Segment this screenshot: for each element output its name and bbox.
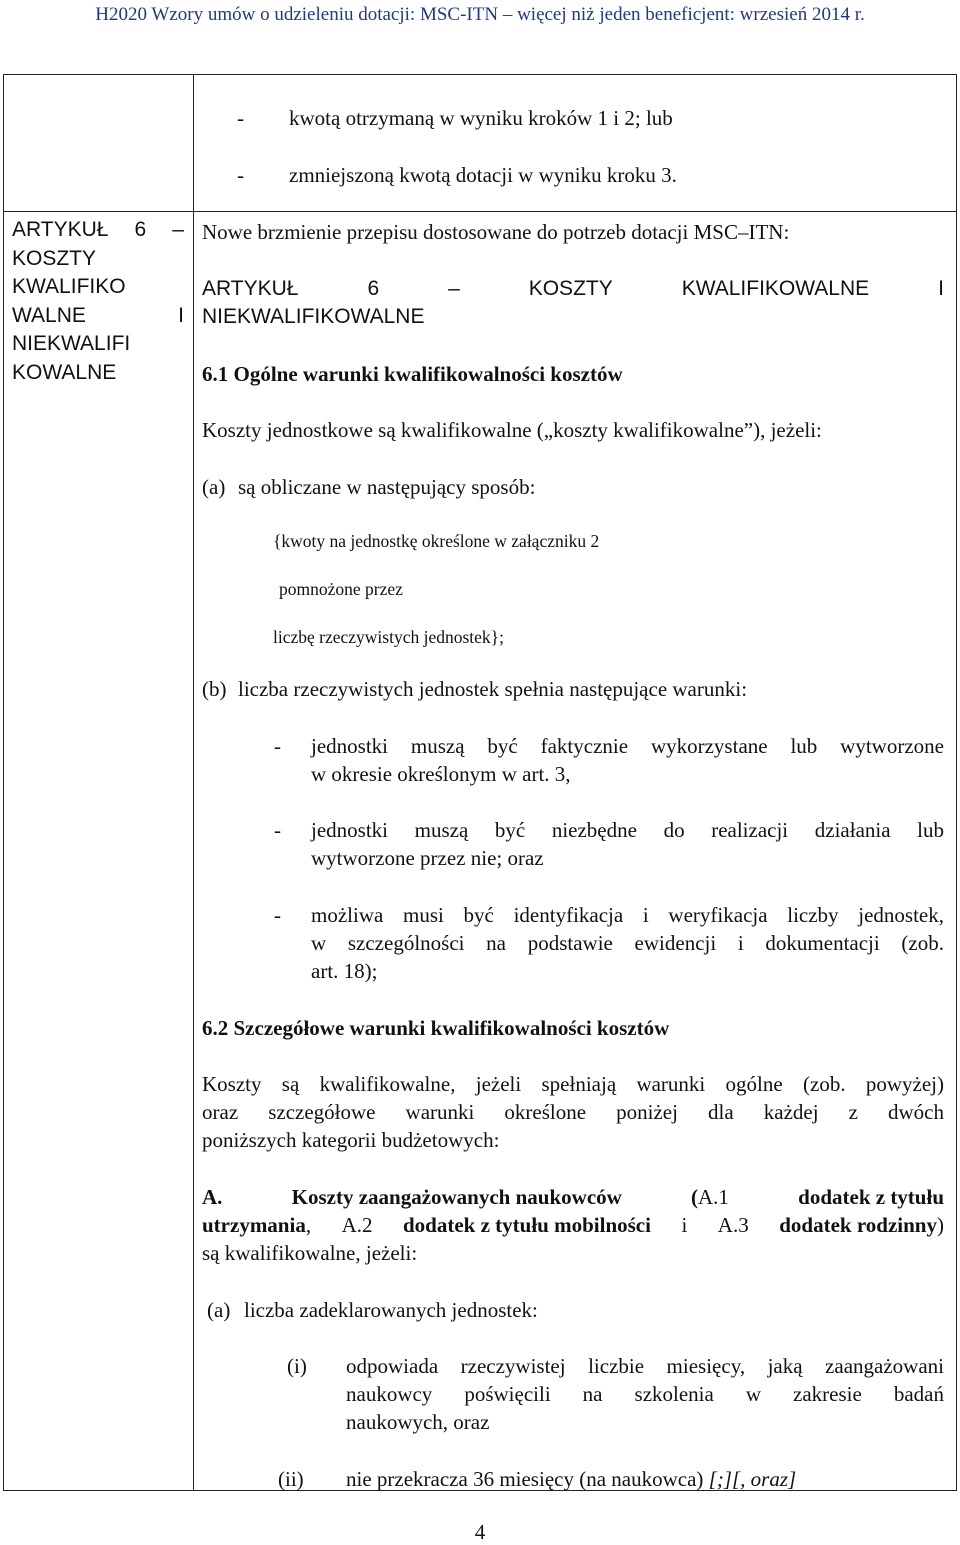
section-6-2-heading: 6.2 Szczegółowe warunki kwalifikowalności kosztów (202, 1016, 670, 1040)
list-dash: - (237, 163, 244, 187)
category-a-heading-line2: utrzymania, A.2 dodatek z tytułu mobilności i A.3 dodatek rodzinny) (202, 1213, 944, 1237)
paragraph-line: poniższych kategorii budżetowych: (202, 1128, 500, 1152)
article-heading-line2: NIEKWALIFIKOWALNE (202, 305, 425, 328)
list-item: wytworzone przez nie; oraz (311, 846, 544, 870)
list-item: w okresie określonym w art. 3, (311, 762, 571, 786)
page-number: 4 (474, 1520, 486, 1544)
list-item: możliwa musi być identyfikacja i weryfikacja liczby jednostek, (311, 903, 944, 927)
table-column-divider (193, 74, 194, 1491)
intro-text: Nowe brzmienie przepisu dostosowane do potrzeb dotacji MSC–ITN: (202, 220, 790, 244)
list-item: art. 18); (311, 959, 378, 983)
list-label: (b) (202, 677, 227, 701)
paragraph-line: oraz szczegółowe warunki określone poniżej dla każdej z dwóch (202, 1100, 944, 1124)
paragraph-line: są kwalifikowalne, jeżeli: (202, 1241, 418, 1265)
list-item: zmniejszoną kwotą dotacji w wyniku kroku 3. (289, 163, 677, 187)
paragraph-line: Koszty są kwalifikowalne, jeżeli spełniają warunki ogólne (zob. powyżej) (202, 1072, 944, 1096)
article-heading: ARTYKUŁ 6 – KOSZTY KWALIFIKOWALNE I (202, 277, 944, 300)
list-item: kwotą otrzymaną w wyniku kroków 1 i 2; lub (289, 106, 673, 130)
list-dash: - (274, 734, 281, 758)
table-row-divider (3, 211, 957, 212)
list-label: (a) (202, 475, 226, 499)
section-6-1-intro: Koszty jednostkowe są kwalifikowalne („koszty kwalifikowalne”), jeżeli: (202, 418, 822, 442)
list-dash: - (274, 818, 281, 842)
list-label: (i) (287, 1354, 307, 1378)
list-item: jednostki muszą być faktycznie wykorzystane lub wytworzone (311, 734, 944, 758)
category-a-heading: A. Koszty zaangażowanych naukowców (A.1 dodatek z tytułu (202, 1185, 944, 1209)
list-item: naukowych, oraz (346, 1410, 490, 1434)
formula-line: pomnożone przez (279, 579, 403, 599)
formula-line: {kwoty na jednostkę określone w załączniku 2 (273, 531, 600, 551)
article-title-cell: ARTYKUŁ 6 – KOSZTY KWALIFIKO WALNE I NIEKWALIFI KOWALNE (12, 218, 184, 384)
document-header: H2020 Wzory umów o udzieleniu dotacji: MSC-ITN – więcej niż jeden beneficjent: wrzesień 2014 r. (95, 4, 865, 25)
list-dash: - (237, 106, 244, 130)
list-item: liczba zadeklarowanych jednostek: (244, 1298, 538, 1322)
list-item: w szczególności na podstawie ewidencji i dokumentacji (zob. (311, 931, 944, 955)
formula-line: liczbę rzeczywistych jednostek}; (273, 627, 504, 647)
list-item: naukowcy poświęcili na szkolenia w zakresie badań (346, 1382, 944, 1406)
list-item: odpowiada rzeczywistej liczbie miesięcy, jaką zaangażowani (346, 1354, 944, 1378)
list-label: (ii) (278, 1467, 304, 1491)
list-item: nie przekracza 36 miesięcy (na naukowca) [;][, oraz] (346, 1467, 797, 1491)
list-item: jednostki muszą być niezbędne do realizacji działania lub (311, 818, 944, 842)
list-item: liczba rzeczywistych jednostek spełnia następujące warunki: (238, 677, 748, 701)
section-6-1-heading: 6.1 Ogólne warunki kwalifikowalności kosztów (202, 362, 623, 386)
list-dash: - (274, 903, 281, 927)
list-item: są obliczane w następujący sposób: (238, 475, 536, 499)
list-label: (a) (207, 1298, 231, 1322)
